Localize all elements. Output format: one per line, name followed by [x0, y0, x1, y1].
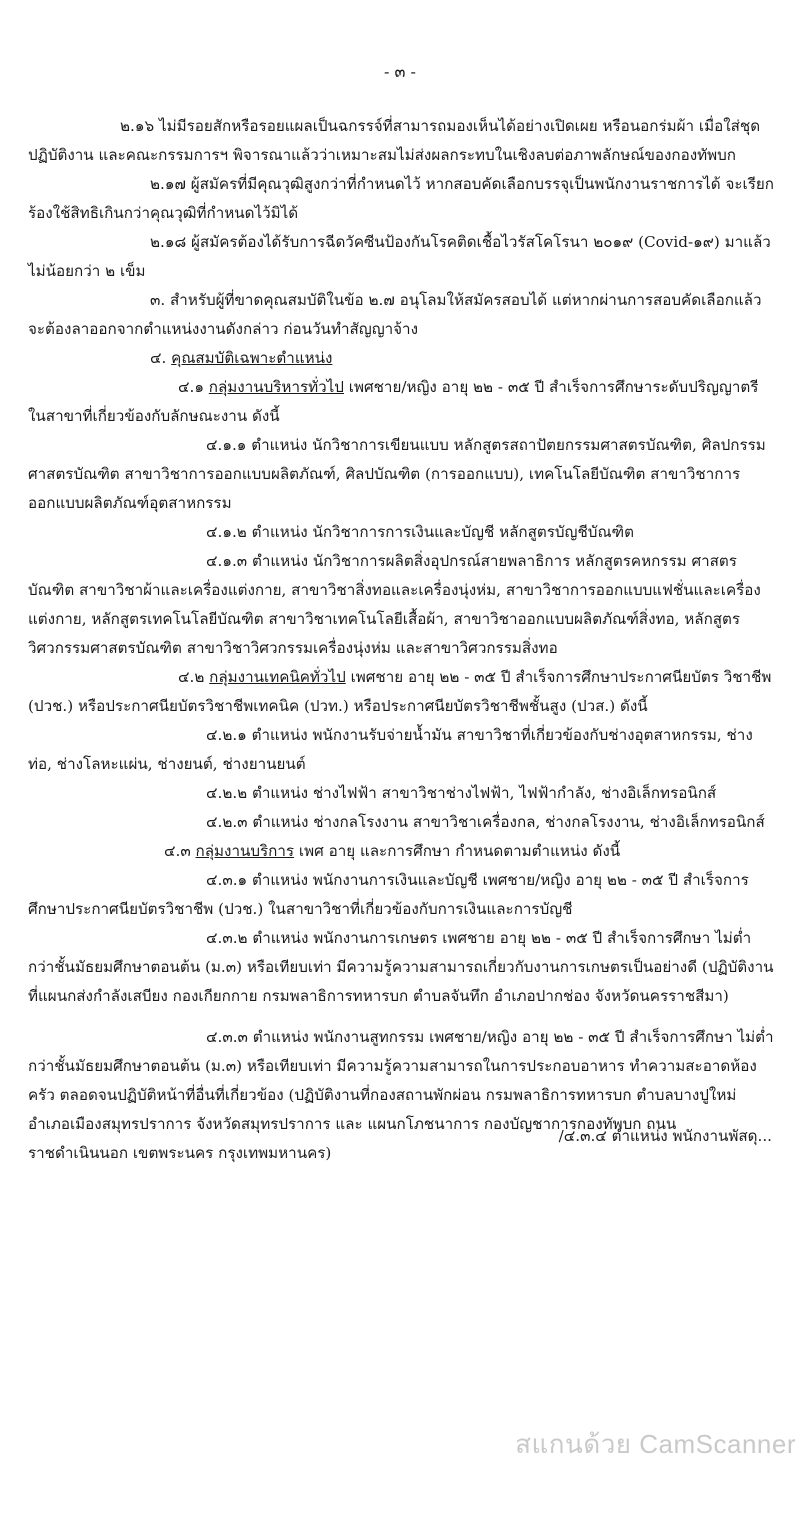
clause-4-2-2 [28, 779, 774, 808]
clause-4-3-1 [28, 866, 774, 924]
clause-text-continued: สำเร็จการศึกษาประกาศนียบัตรวิชาชีพ (ปวช.) ในสาขาวิชาที่เกี่ยวข้องกับการเงินและการบัญชี [28, 871, 749, 918]
clause-text: ๔.๒.๑ ตำแหน่ง พนักงานรับจ่ายน้ำมัน สาขาวิชาที่เกี่ยวข้องกับช่างอุตสาหกรรม, [206, 726, 722, 744]
clause-4-1-2 [28, 518, 774, 547]
continuation-note: /๔.๓.๔ ตำแหน่ง พนักงานพัสดุ... [558, 1127, 772, 1145]
clause-text-continued: ในสาขาที่เกี่ยวข้องกับลักษณะงาน ดังนี้ [28, 407, 280, 425]
clause-text: เพศ อายุ และการศึกษา กำหนดตามตำแหน่ง ดังนี้ [298, 842, 621, 860]
clause-text: ๒.๑๘ ผู้สมัครต้องได้รับการฉีดวัคซีนป้องกันโรคติดเชื้อไวรัสโคโรนา ๒๐๑๙ (Covid-๑๙) [150, 233, 720, 251]
group-title: กลุ่มงานบริหารทั่วไป [208, 378, 344, 396]
clause-text-continued: ไม่ต่ำกว่าชั้นมัธยมศึกษาตอนต้น (ม.๓) หรือเทียบเท่า มีความรู้ความสามารถเกี่ยวกับงานการเกษตรเป็นอย่างดี (ปฏิบัติงานที่แผนกส่งกำลังเสบียง กองเกียกกาย กรมพลาธิการทหารบก ตำบลจันทึก อำเภอปากช่อง จังหวัดนครราชสีมา) [28, 929, 774, 1005]
clause-2-17 [28, 170, 774, 228]
clause-4-3-2 [28, 924, 774, 1011]
paragraph-gap [28, 1011, 774, 1023]
clause-text: ๔.๒.๓ ตำแหน่ง ช่างกลโรงงาน สาขาวิชาเครื่องกล, ช่างกลโรงงาน, ช่างอิเล็กทรอนิกส์ [206, 813, 765, 831]
section-4-heading [28, 344, 774, 373]
clause-4-3 [28, 837, 774, 866]
scanner-watermark: สแกนด้วย CamScanner [515, 1429, 796, 1459]
clause-number: ๔.๓ [164, 842, 191, 860]
clause-text: ๔.๑.๓ ตำแหน่ง นักวิชาการผลิตสิ่งอุปกรณ์สายพลาธิการ หลักสูตรคหกรรม [206, 552, 687, 570]
page-number: - ๓ - [384, 62, 416, 81]
clause-text: ๔.๓.๒ ตำแหน่ง พนักงานการเกษตร เพศชาย อายุ ๒๒ - ๓๕ ปี สำเร็จการศึกษา [206, 929, 711, 947]
clause-4-1 [28, 373, 774, 431]
clause-text-continued: ศาสตรบัณฑิต สาขาวิชาผ้าและเครื่องแต่งกาย, สาขาวิชาสิ่งทอและเครื่องนุ่งห่ม, สาขาวิชาการออกแบบแฟชั่นและเครื่องแต่งกาย, หลักสูตรเทคโนโลยีบัณฑิต สาขาวิชาเทคโนโลยีเสื้อผ้า, สาขาวิชาออกแบบผลิตภัณฑ์สิ่งทอ, หลักสูตรวิศวกรรมศาสตรบัณฑิต สาขาวิชาวิศวกรรมเครื่องนุ่งห่ม และสาขาวิศวกรรมสิ่งทอ [28, 552, 761, 657]
clause-text-continued: มาแล้วไม่น้อยกว่า ๒ เข็ม [28, 233, 771, 280]
clause-4-2 [28, 663, 774, 721]
clause-text: ๒.๑๖ ไม่มีรอยสักหรือรอยแผลเป็นฉกรรจ์ที่สามารถมองเห็นได้อย่างเปิดเผย หรือนอกร่มผ้า [120, 117, 695, 135]
clause-text: ๓. สำหรับผู้ที่ขาดคุณสมบัติในข้อ ๒.๗ อนุโลมให้สมัครสอบได้ แต่หากผ่านการสอบคัดเลือกแล้ว [150, 291, 762, 309]
group-title: กลุ่มงานบริการ [195, 842, 295, 860]
section-title: คุณสมบัติเฉพาะตำแหน่ง [171, 349, 333, 367]
clause-4-1-3 [28, 547, 774, 663]
clause-text-continued: จะเรียกร้องใช้สิทธิเกินกว่าคุณวุฒิที่กำหนดไว้มิได้ [28, 175, 774, 222]
clause-text: เพศชาย อายุ ๒๒ - ๓๕ ปี สำเร็จการศึกษาประกาศนียบัตร [350, 668, 719, 686]
clause-text: ๔.๓.๑ ตำแหน่ง พนักงานการเงินและบัญชี เพศชาย/หญิง อายุ ๒๒ - ๓๕ ปี [206, 871, 678, 889]
clause-4-2-3 [28, 808, 774, 837]
clause-text: ๔.๓.๓ ตำแหน่ง พนักงานสูทกรรม เพศชาย/หญิง อายุ ๒๒ - ๓๕ ปี สำเร็จการศึกษา [206, 1028, 733, 1046]
clause-text-continued: ไม่ต่ำกว่าชั้นมัธยมศึกษาตอนต้น (ม.๓) หรือเทียบเท่า มีความรู้ความสามารถในการประกอบอาหาร ทำความสะอาดห้องครัว ตลอดจนปฏิบัติหน้าที่อื่นที่เกี่ยวข้อง (ปฏิบัติงานที่กองสถานพักผ่อน กรมพลาธิการทหารบก ตำบลบางปูใหม่ อำเภอเมืองสมุทรปราการ จังหวัดสมุทรปราการ และ แผนกโภชนาการ กองบัญชาการกองทัพบก ถนนราชดำเนินนอก เขตพระนคร กรุงเทพมหานคร) [28, 1028, 774, 1162]
clause-text: ๔.๑.๑ ตำแหน่ง นักวิชาการเขียนแบบ หลักสูตรสถาปัตยกรรมศาสตรบัณฑิต, [206, 436, 697, 454]
clause-number: ๔.๑ [178, 378, 204, 396]
clause-2-16 [28, 112, 774, 170]
clause-text-continued: จะต้องลาออกจากตำแหน่งงานดังกล่าว ก่อนวันทำสัญญาจ้าง [28, 320, 419, 338]
clause-number: ๔.๒ [178, 668, 205, 686]
clause-text: ๔.๑.๒ ตำแหน่ง นักวิชาการการเงินและบัญชี หลักสูตรบัญชีบัณฑิต [206, 523, 635, 541]
group-title: กลุ่มงานเทคนิคทั่วไป [209, 668, 346, 686]
clause-text-continued: ศิลปกรรมศาสตรบัณฑิต สาขาวิชาการออกแบบผลิตภัณฑ์, ศิลปบัณฑิต (การออกแบบ), เทคโนโลยีบัณฑิต สาขาวิชาการออกแบบผลิตภัณฑ์อุตสาหกรรม [28, 436, 766, 512]
clause-2-18 [28, 228, 774, 286]
clause-text-continued: เมื่อใส่ชุดปฏิบัติงาน และคณะกรรมการฯ พิจารณาแล้วว่าเหมาะสมไม่ส่งผลกระทบในเชิงลบต่อภาพลักษณ์ของกองทัพบก [28, 117, 761, 164]
clause-text-continued: ช่างท่อ, ช่างโลหะแผ่น, ช่างยนต์, ช่างยานยนต์ [28, 726, 753, 773]
clause-4-2-1 [28, 721, 774, 779]
document-body [28, 112, 774, 1168]
clause-text-continued: วิชาชีพ (ปวช.) หรือประกาศนียบัตรวิชาชีพเทคนิค (ปวท.) หรือประกาศนียบัตรวิชาชีพชั้นสูง (ปวส.) ดังนี้ [28, 668, 772, 715]
clause-4-1-1 [28, 431, 774, 518]
clause-text: เพศชาย/หญิง อายุ ๒๒ - ๓๕ ปี สำเร็จการศึกษาระดับปริญญาตรี [348, 378, 759, 396]
clause-text: ๔.๒.๒ ตำแหน่ง ช่างไฟฟ้า สาขาวิชาช่างไฟฟ้า, ไฟฟ้ากำลัง, ช่างอิเล็กทรอนิกส์ [206, 784, 717, 802]
clause-text: ๒.๑๗ ผู้สมัครที่มีคุณวุฒิสูงกว่าที่กำหนดไว้ หากสอบคัดเลือกบรรจุเป็นพนักงานราชการได้ [150, 175, 721, 193]
section-number: ๔. [150, 349, 167, 367]
clause-3 [28, 286, 774, 344]
